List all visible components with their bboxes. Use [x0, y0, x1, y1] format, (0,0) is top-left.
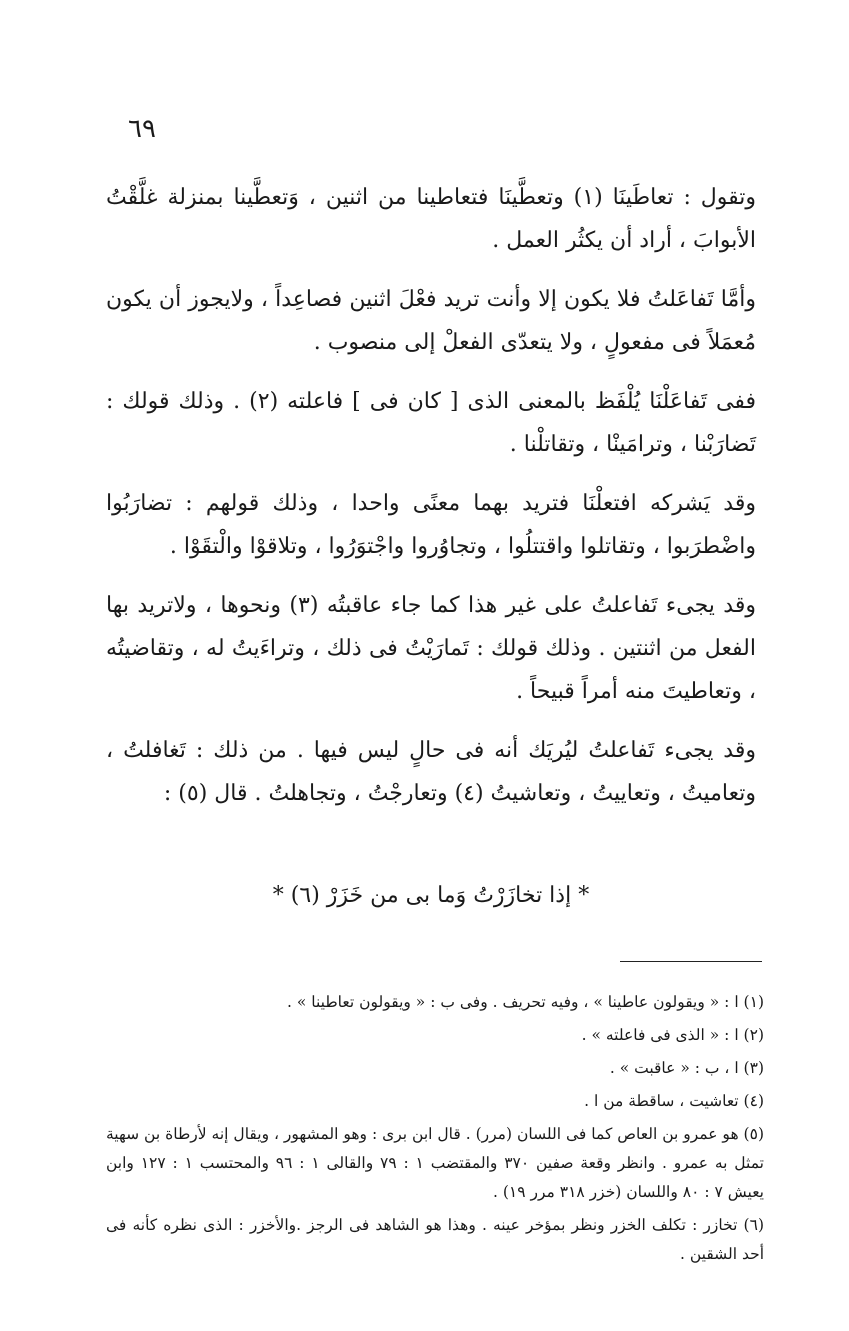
footnote-divider [620, 961, 762, 962]
footnote-2: (٢) ا : « الذى فى فاعلته » . [581, 1026, 764, 1044]
footnote-1: (١) ا : « ويقولون عاطينا » ، وفيه تحريف . وفى ب : « ويقولون تعاطينا » . [286, 993, 764, 1011]
paragraph-1: وتقول : تعاطَينَا (١) وتعطَّينَا فتعاطينا من اثنين ، وَتعطَّينا بمنزلة غلَّقْتُ الأبوابَ ، أراد أن يكثُر العمل . [106, 185, 756, 253]
page-number: ٦٩ [128, 114, 156, 144]
footnotes [106, 984, 764, 1273]
footnote-5: (٥) هو عمرو بن العاص كما فى اللسان (مرر) . قال ابن برى : وهو المشهور ، ويقال إنه لأرطاة بن سهية تمثل به عمرو . وانظر وقعة صفين ٣٧٠ والمقتضب ١ : ٧٩ والقالى ١ : ٩٦ والمحتسب ١ : ١٢٧ وابن يعيش ٧ : ٨٠ واللسان (خزر ٣١٨ مرر ١٩) . [106, 1125, 764, 1201]
main-text [106, 176, 756, 831]
paragraph-2: وأمَّا تَفاعَلتُ فلا يكون إلا وأنت تريد فعْلَ اثنين فصاعِداً ، ولايجوز أن يكون مُعمَلاً فى مفعولٍ ، ولا يتعدّى الفعلْ إلى منصوب . [106, 287, 756, 355]
paragraph-6: وقد يجىء تَفاعلتُ ليُريَك أنه فى حالٍ ليس فيها . من ذلك : تَغافلتُ ، وتعاميتُ ، وتعاييتُ ، وتعاشيتُ (٤) وتعارجْتُ ، وتجاهلتُ . قال (٥) : [106, 738, 756, 806]
paragraph-5: وقد يجىء تَفاعلتُ على غير هذا كما جاء عاقبتُه (٣) ونحوها ، ولاتريد بها الفعل من اثنتين . وذلك قولك : تَمارَيْتُ فى ذلك ، وتراءَيتُ له ، وتقاضيتُه ، وتعاطيتَ منه أمراً قبيحاً . [106, 593, 756, 704]
paragraph-4: وقد يَشركه افتعلْنَا فتريد بهما معنًى واحدا ، وذلك قولهم : تضارَبُوا واضْطرَبوا ، وتقاتلوا واقتتلُوا ، وتجاوُروا واجْتوَرُوا ، وتلاقوْا والْتقَوْا . [106, 491, 756, 559]
footnote-6: (٦) تخازر : تكلف الخزر ونظر بمؤخر عينه . وهذا هو الشاهد فى الرجز .والأخزر : الذى نظره كأنه فى أحد الشقين . [106, 1216, 764, 1263]
footnote-4: (٤) تعاشيت ، ساقطة من ا . [584, 1092, 764, 1110]
footnote-3: (٣) ا ، ب : « عاقبت » . [609, 1059, 764, 1077]
verse-line: * إذا تخازَرْتُ وَما بى من خَزَرْ (٦) * [272, 883, 590, 908]
paragraph-3: ففى تَفاعَلْنَا يُلْفَظ بالمعنى الذى [ كان فى ] فاعلته (٢) . وذلك قولك : تَضارَبْنا ، وترامَينْا ، وتقاتلْنا . [106, 389, 756, 457]
